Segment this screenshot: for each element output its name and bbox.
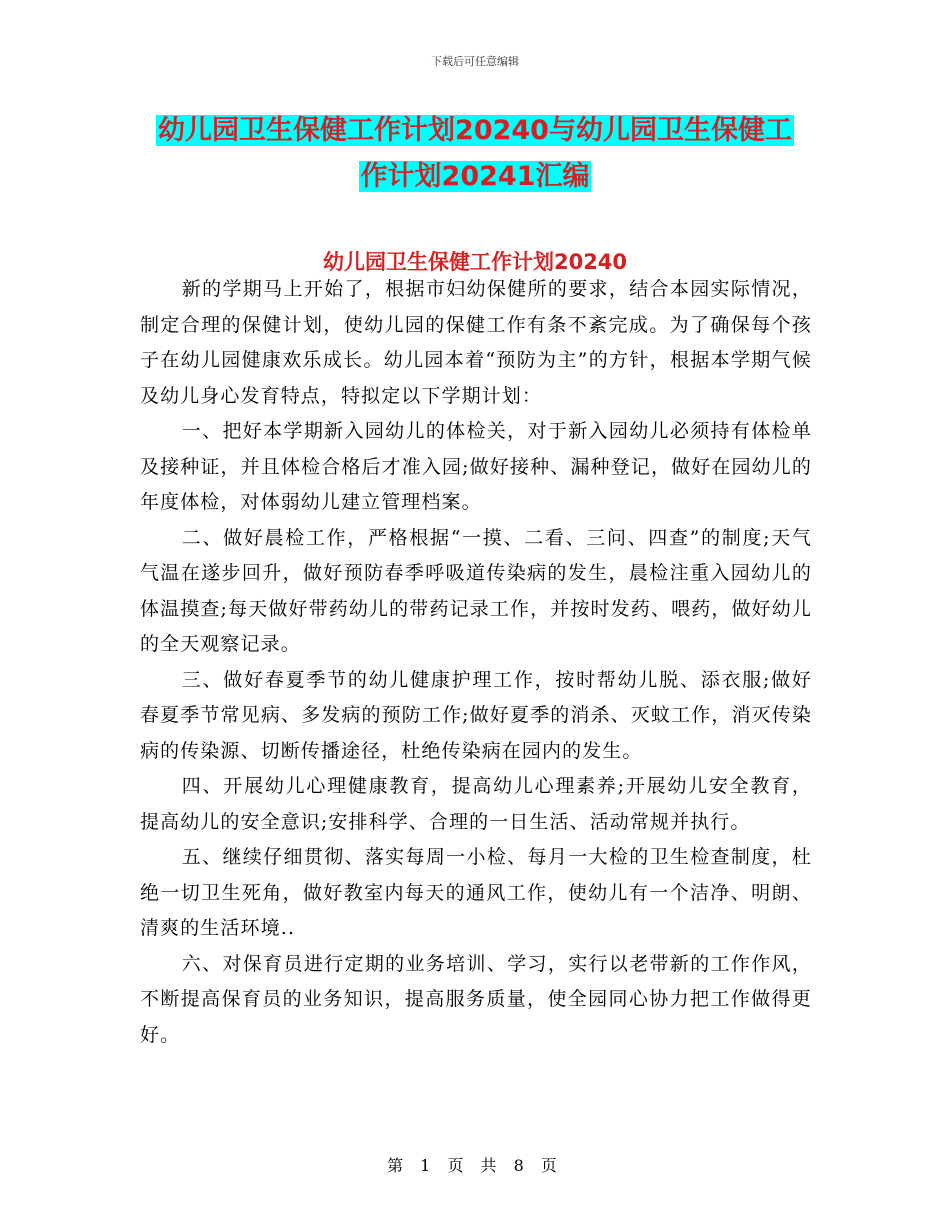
page-number-footer: 第 1 页 共 8 页: [387, 1156, 563, 1175]
paragraph-item-5: 五、继续仔细贯彻、落实每周一小检、每月一大检的卫生检查制度，杜绝一切卫生死角，做好教室内每天的通风工作，使幼儿有一个洁净、明朗、清爽的生活环境..: [140, 846, 812, 939]
page-header-note: 下载后可任意编辑: [431, 55, 519, 68]
document-body: [140, 272, 812, 1053]
paragraph-intro: 新的学期马上开始了，根据市妇幼保健所的要求，结合本园实际情况，制定合理的保健计划，使幼儿园的保健工作有条不紊完成。为了确保每个孩子在幼儿园健康欢乐成长。幼儿园本着“预防为主”的方针，根据本学期气候及幼儿身心发育特点，特拟定以下学期计划：: [140, 278, 812, 407]
section-title: 幼儿园卫生保健工作计划20240: [322, 250, 628, 274]
paragraph-item-1: 一、把好本学期新入园幼儿的体检关，对于新入园幼儿必须持有体检单及接种证，并且体检合格后才准入园;做好接种、漏种登记，做好在园幼儿的年度体检，对体弱幼儿建立管理档案。: [140, 420, 812, 513]
document-title: [0, 108, 950, 200]
document-title-line-1: 幼儿园卫生保健工作计划20240与幼儿园卫生保健工: [158, 115, 792, 146]
paragraph-item-4: 四、开展幼儿心理健康教育，提高幼儿心理素养;开展幼儿安全教育，提高幼儿的安全意识;安排科学、合理的一日生活、活动常规并执行。: [140, 775, 812, 833]
document-title-line-2: 作计划20241汇编: [360, 161, 590, 192]
paragraph-item-2: 二、做好晨检工作，严格根据“一摸、二看、三问、四查”的制度;天气气温在遂步回升，做好预防春季呼吸道传染病的发生，晨检注重入园幼儿的体温摸查;每天做好带药幼儿的带药记录工作，并按时发药、喂药，做好幼儿的全天观察记录。: [140, 526, 812, 655]
paragraph-item-6: 六、对保育员进行定期的业务培训、学习，实行以老带新的工作作风，不断提高保育员的业务知识，提高服务质量，使全园同心协力把工作做得更好。: [140, 952, 812, 1046]
paragraph-item-3: 三、做好春夏季节的幼儿健康护理工作，按时帮幼儿脱、添衣服;做好春夏季节常见病、多发病的预防工作;做好夏季的消杀、灭蚊工作，消灭传染病的传染源、切断传播途径，杜绝传染病在园内的发生。: [140, 668, 812, 762]
